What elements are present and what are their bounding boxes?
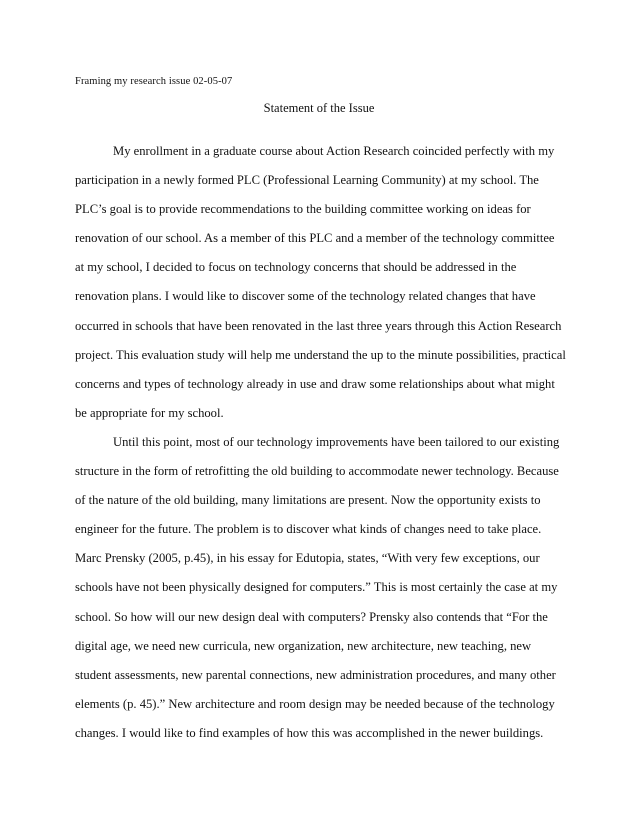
text-line: structure in the form of retrofitting the old building to accommodate newer technology. Because: [75, 464, 559, 479]
text-line: of the nature of the old building, many limitations are present. Now the opportunity exists to: [75, 493, 541, 508]
text-line: renovation of our school. As a member of this PLC and a member of the technology committee: [75, 231, 555, 246]
text-line: be appropriate for my school.: [75, 405, 224, 420]
text-line: student assessments, new parental connections, new administration procedures, and many other: [75, 667, 556, 682]
text-line: elements (p. 45).” New architecture and room design may be needed because of the technology: [75, 696, 555, 711]
document-body: [75, 137, 575, 748]
text-line: Marc Prensky (2005, p.45), in his essay for Edutopia, states, “With very few exceptions, our: [75, 551, 540, 566]
paragraph-2: [75, 428, 575, 748]
text-line: digital age, we need new curricula, new organization, new architecture, new teaching, new: [75, 638, 532, 653]
paragraph-1: [75, 137, 575, 428]
document-title: Statement of the Issue: [263, 101, 375, 115]
text-line: project. This evaluation study will help me understand the up to the minute possibilities, practical: [75, 347, 566, 362]
text-line: My enrollment in a graduate course about Action Research coincided perfectly with my: [113, 144, 555, 158]
document-header: Framing my research issue 02-05-07: [75, 76, 233, 87]
text-line: engineer for the future. The problem is to discover what kinds of changes need to take place.: [75, 522, 542, 537]
text-line: PLC’s goal is to provide recommendations to the building committee working on ideas for: [75, 202, 531, 217]
text-line: schools have not been physically designed for computers.” This is most certainly the case at my: [75, 580, 558, 595]
text-line: at my school, I decided to focus on technology concerns that should be addressed in the: [75, 260, 517, 275]
text-line: Until this point, most of our technology improvements have been tailored to our existing: [113, 434, 560, 449]
text-line: changes. I would like to find examples of how this was accomplished in the newer buildings.: [75, 725, 544, 740]
text-line: occurred in schools that have been renovated in the last three years through this Action Research: [75, 318, 562, 333]
text-line: concerns and types of technology already in use and draw some relationships about what might: [75, 376, 555, 391]
text-line: school. So how will our new design deal with computers? Prensky also contends that “For the: [75, 609, 548, 624]
text-line: participation in a newly formed PLC (Professional Learning Community) at my school. The: [75, 173, 539, 188]
text-line: renovation plans. I would like to discover some of the technology related changes that have: [75, 289, 536, 304]
